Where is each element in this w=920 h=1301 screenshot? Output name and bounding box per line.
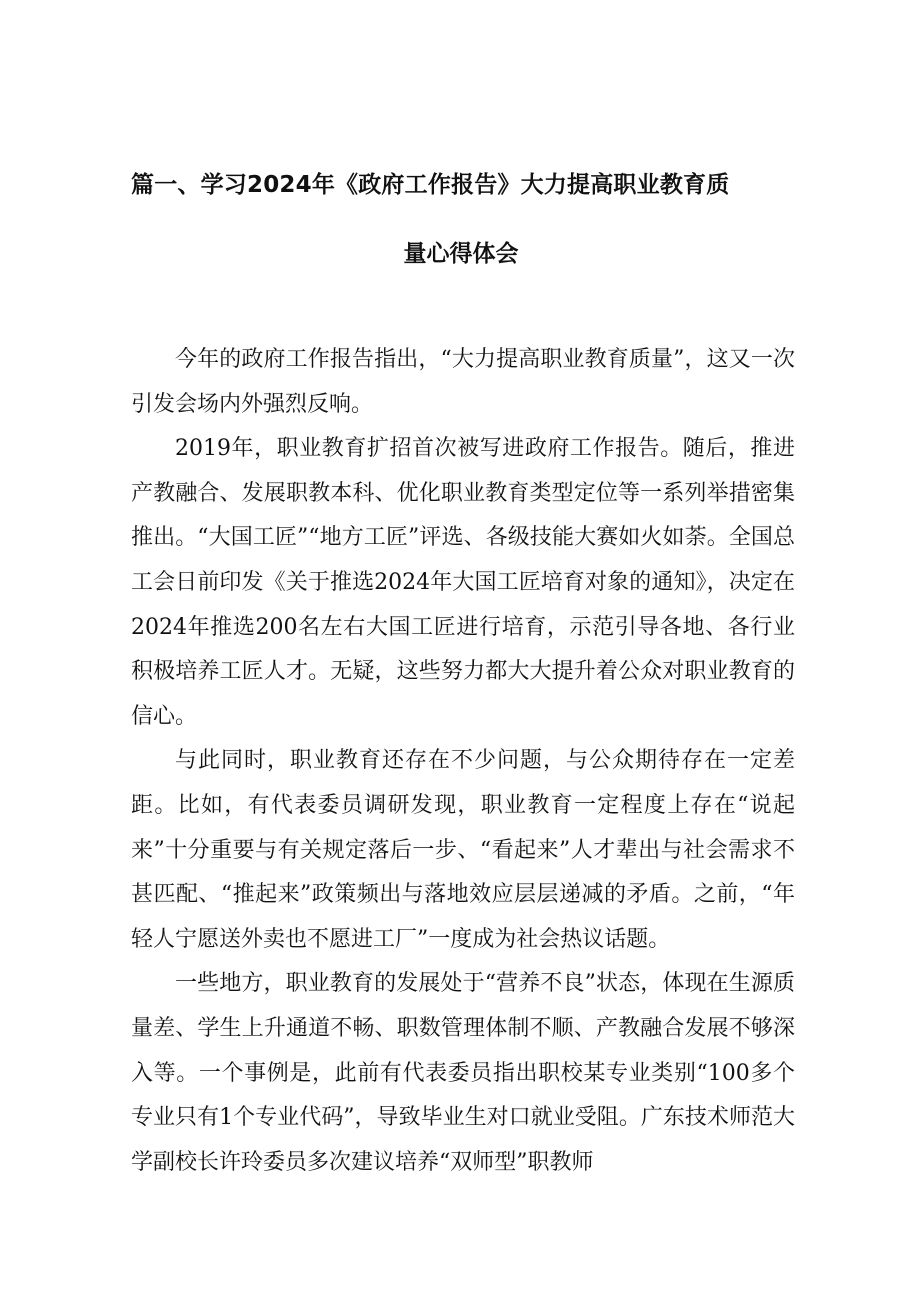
body-paragraph-1: 今年的政府工作报告指出，“大力提高职业教育质量”，这又一次引发会场内外强烈反响。 (131, 347, 795, 417)
body-paragraph-3: 与此同时，职业教育还存在不少问题，与公众期待存在一定差距。比如，有代表委员调研发现，职业教育一定程度上存在“说起来”十分重要与有关规定落后一步、“看起来”人才辈出与社会需求不甚匹配、“推起来”政策频出与落地效应层层递减的矛盾。之前，“年轻人宁愿送外卖也不愿进工厂”一度成为社会热议话题。 (131, 748, 795, 952)
document-title-line-1: 篇一、学习2024年《政府工作报告》大力提高职业教育质 (131, 172, 730, 198)
document-title-line-2: 量心得体会 (403, 241, 519, 267)
body-paragraph-2: 2019年，职业教育扩招首次被写进政府工作报告。随后，推进产教融合、发展职教本科、优化职业教育类型定位等一系列举措密集推出。“大国工匠”“地方工匠”评选、各级技能大赛如火如荼。全国总工会日前印发《关于推选2024年大国工匠培育对象的通知》，决定在2024年推选200名左右大国工匠进行培育，示范引导各地、各行业积极培养工匠人才。无疑，这些努力都大大提升着公众对职业教育的信心。 (131, 436, 795, 729)
body-paragraph-4: 一些地方，职业教育的发展处于“营养不良”状态，体现在生源质量差、学生上升通道不畅、职数管理体制不顺、产教融合发展不够深入等。一个事例是，此前有代表委员指出职校某专业类别“100多个专业只有1个专业代码”，导致毕业生对口就业受阻。广东技术师范大学副校长许玲委员多次建议培养“双师型”职教师 (131, 971, 795, 1175)
document-body (131, 338, 795, 1185)
